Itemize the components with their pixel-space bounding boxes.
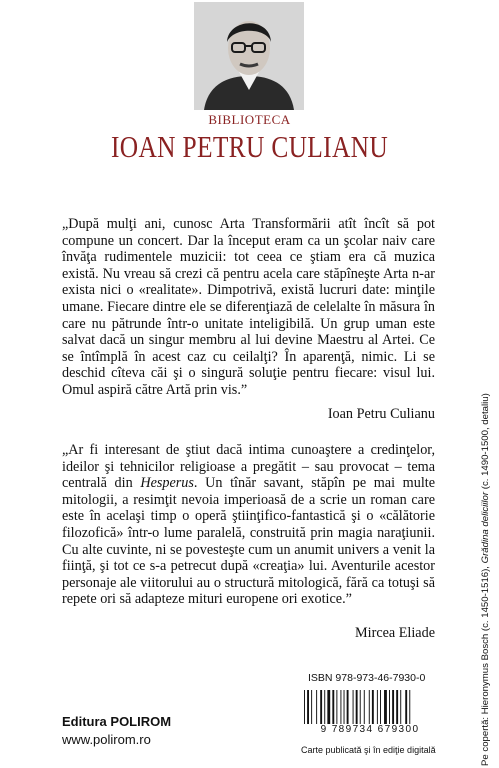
- barcode-number: 9 789734 679300: [300, 724, 440, 735]
- author-portrait-image: [194, 2, 304, 110]
- book-title-hesperus: Hesperus: [140, 475, 194, 492]
- digital-edition-note: Carte publicată şi în ediţie digitală: [301, 745, 436, 755]
- publisher-website: www.polirom.ro: [62, 732, 151, 747]
- quote-culianu: „După mulţi ani, cunosc Arta Transformării atît încît să pot compune un concert. Dar la început eram ca un şcolar naiv care învăţa rudimentele muzicii: tot ceea ce ştiam era că muzica există. Nu vreau să crezi că pentru acela care stăpîneşte Arta n-ar exista nici o «realitate». Dimpotrivă, există lucruri date: minţile umane. Fiecare dintre ele se diferenţiază de celelalte în măsura în care nu pătrunde într-o unitate inteligibilă. Un grup uman este salvat dacă un singur membru al lui devine Maestru al Artei. Ce se întîmplă în acest caz cu ceilalţi? În aparenţă, nimic. Li se deschid cîteva căi şi o singură soluţie pentru fiecare: visul lui. Omul aspiră către Artă prin vis.”: [62, 216, 435, 398]
- quote-attribution-culianu: Ioan Petru Culianu: [327, 406, 435, 422]
- quote-attribution-eliade: Mircea Eliade: [355, 625, 435, 641]
- cover-credit-title: Grădina deliciilor: [480, 491, 491, 564]
- isbn: ISBN 978-973-46-7930-0: [308, 672, 426, 684]
- author-portrait: [194, 2, 304, 110]
- series-label: BIBLIOTECA: [208, 112, 291, 127]
- cover-credit-suffix: (c. 1490-1500, detaliu): [480, 393, 491, 492]
- author-name: IOAN PETRU CULIANU: [110, 129, 389, 164]
- cover-credit: [480, 393, 491, 766]
- quote-eliade: „Ar fi interesant de ştiut dacă intima cunoaştere a credinţelor, ideilor şi tehnicilor religioase a pregătit – sau provocat – tema centrală din Hesperus. Un tînăr savant, stăpîn pe mai multe mitologii, a resimţit nevoia imperioasă de a scrie un roman care este în acelaşi timp o operă ştiinţifico-fantastică şi o «călătorie filozofică» într-o lume paralelă, construită prin magia naraţiunii. Cu alte cuvinte, ni se povesteşte cum un anumit univers a venit la fiinţă, şi tot ce s-a petrecut după «creaţia» lui. Aventurile acestor personaje ale viitorului au o structură mitologică, fără ca totuşi să repete ori să adapteze mituri europene ori exotice.”: [62, 442, 435, 608]
- publisher-name: Editura POLIROM: [62, 714, 172, 729]
- cover-credit-prefix: Pe copertă: Hieronymus Bosch (c. 1450-1516),: [480, 563, 491, 766]
